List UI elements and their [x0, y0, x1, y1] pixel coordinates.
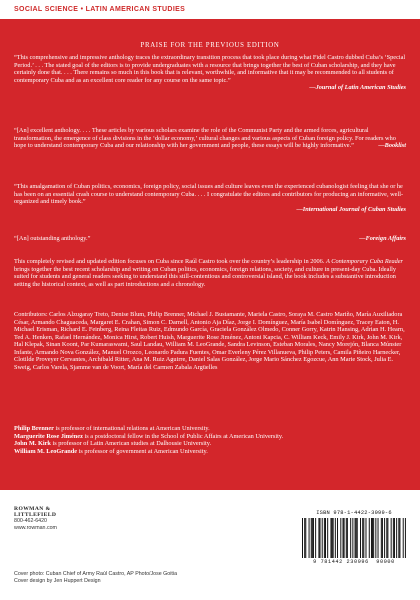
- bio-line: [14, 448, 406, 456]
- category-bar: [0, 0, 420, 19]
- barcode-bar: [384, 518, 385, 558]
- bio-text: is professor of government at American University.: [77, 448, 208, 456]
- barcode-bar: [371, 518, 372, 558]
- barcode-bar: [393, 518, 394, 558]
- barcode-bar: [357, 518, 358, 558]
- barcode-bar: [396, 518, 397, 558]
- contributors-list: Contributors: Carlos Alzugaray Treto, Denise Blum, Philip Brenner, Michael J. Bustamante, Mariela Castro, Soraya M. Castro Mariño, María Auxiliadora César, Armando Chaguaceda, Margaret E. Crahan, Simon C. Darnell, Antonio Aja Díaz, Jorge I. Domínguez, María Isabel Domínguez, Tracey Eaton, H. Michael Erisman, Richard E. Feinberg, Reina Fleitas Ruiz, Edmundo García, Graciela González Olmedo, Conner Gorry, Katrin Hansing, Adrian H. Hearn, Ted A. Henken, Rafael Hernández, Monica Hirst, Robert Huish, Marguerite Rose Jiménez, Antoni Kapcia, C. William Keck, Emily J. Kirk, John M. Kirk, Hal Klepak, Sinan Koont, Par Kumaraswami, Saul Landau, William M. LeoGrande, Sandra Levinson, Esteban Morales, Nancy Morejón, Blanca Múnster Infante, Armando Nova González, Manuel Orozco, Leonardo Padura Fuentes, Omar Everleny Pérez Villanueva, Philip Peters, Camila Piñeiro Harnecker, Clotilde Proveyer Cervantes, Archibald Ritter, Ana M. Ruiz Aguirre, Daniel Salas González, Jorge Mario Sánchez Egozcue, Ann Marie Stock, Julia E. Sweig, Carlos Varela, Sjamme van de Voort, María del Carmen Zabala Argüelles: [14, 311, 405, 371]
- barcode-bar: [333, 518, 334, 558]
- barcode-number: [302, 559, 406, 565]
- barcode-bar: [337, 518, 338, 558]
- barcode-bar: [381, 518, 382, 558]
- barcode-bar: [305, 518, 306, 558]
- barcode-bar: [360, 518, 361, 558]
- barcode-bar: [369, 518, 370, 558]
- bio-line: [14, 425, 406, 433]
- barcode-bar: [346, 518, 347, 558]
- quote-block: [14, 235, 406, 243]
- category-label: SOCIAL SCIENCE • LATIN AMERICAN STUDIES: [14, 6, 186, 13]
- book-description: [14, 258, 406, 288]
- barcode-bar: [403, 518, 404, 558]
- bio-line: [14, 440, 406, 448]
- bio-line: [14, 433, 406, 441]
- barcode-bar: [344, 518, 345, 558]
- description-text: This completely revised and updated edition focuses on Cuba since Raúl Castro took over the country’s leadership in 2006.: [14, 258, 326, 265]
- barcode-bar: [312, 518, 313, 558]
- editor-name: William M. LeoGrande: [14, 448, 78, 456]
- barcode-bar: [335, 518, 336, 558]
- quote-text: “This amalgamation of Cuban politics, economics, foreign policy, social issues and culture leaves even the experienced cubanologist feeling that she or he has been on an essential crash course to understand contemporary Cuba. . . . I congratulate the editors and contributors for producing an informative, well-organized and timely book.”: [14, 183, 404, 205]
- barcode-bar: [343, 518, 344, 558]
- barcode-bar: [391, 518, 392, 558]
- quote-block: [14, 54, 406, 92]
- quote-source: —Journal of Latin American Studies: [309, 84, 406, 91]
- barcode-area: [302, 510, 406, 568]
- barcode-bar: [325, 518, 326, 558]
- bio-text: is a postdoctoral fellow in the School of Public Affairs at American University.: [82, 432, 284, 440]
- barcode-bar: [352, 518, 353, 558]
- quote-block: [14, 183, 406, 213]
- book-title: A Contemporary Cuba Reader: [325, 258, 403, 265]
- barcode-bar: [355, 518, 356, 558]
- description-text: brings together the best recent scholarship and writing on Cuban politics, economics, foreign relations, society, and culture in present-day Cuba. Ideally suited for students and general readers seeking to understand this still-contentious and controversial island, the book includes a substantive introduction setting the historical context, as well as part introductions and a chronology.: [14, 265, 397, 288]
- barcode-bar: [309, 518, 310, 558]
- barcode-bar: [350, 518, 351, 558]
- publisher-logo: LITTLEFIELD: [14, 512, 57, 519]
- barcode-bar: [322, 518, 323, 558]
- quote-text: “[An] outstanding anthology.”: [14, 235, 91, 242]
- barcode-bar: [302, 518, 303, 558]
- barcode-bar: [386, 518, 387, 558]
- barcode-bar: [365, 518, 366, 558]
- publisher-website: www.rowman.com: [14, 524, 57, 531]
- cover-credits: [14, 571, 177, 584]
- barcode-bar: [304, 518, 305, 558]
- bio-text: is professor of international relations at American University.: [53, 425, 210, 432]
- quote-block: [14, 127, 406, 150]
- barcode-bar: [340, 518, 341, 558]
- barcode-bar: [398, 518, 399, 558]
- quote-text: “This comprehensive and impressive anthology traces the extraordinary transition process that took place during what Fidel Castro dubbed Cuba’s ‘Special Period.’ . . . The stated goal of the editors is to provide undergraduates with a resource that brings together the best of Cuban scholarship, and they have certainly done that. . . . There remains so much in this book that is relevant, worthwhile, and informative that it may be recommended to all students of contemporary Cuba and as an excellent core reader for any course on the same topic.”: [14, 54, 406, 84]
- photo-credit: Cover photo: Cuban Chief of Army Raúl Castro, AP Photo/Jose Goitia: [14, 571, 178, 577]
- quote-source: —Booklist: [378, 142, 406, 149]
- barcode-bar: [330, 518, 331, 558]
- publisher-logo: ROWMAN &: [14, 506, 51, 512]
- barcode-bar: [394, 518, 395, 558]
- barcode-bar: [332, 518, 333, 558]
- quote-source: —International Journal of Cuban Studies: [296, 205, 406, 213]
- barcode-bar: [372, 518, 373, 558]
- barcode-bar: [315, 518, 316, 558]
- editor-name: Marguerite Rose Jiménez: [14, 432, 83, 440]
- barcode-bar: [356, 518, 357, 558]
- barcode-bar: [363, 518, 364, 558]
- barcode-bar: [311, 518, 312, 558]
- quote-source: —Foreign Affairs: [359, 235, 406, 242]
- barcode-bar: [318, 518, 319, 558]
- barcode-bar: [327, 518, 328, 558]
- praise-heading: PRAISE FOR THE PREVIOUS EDITION: [140, 42, 280, 49]
- barcode-bar: [378, 518, 379, 558]
- publisher-info: [14, 506, 57, 531]
- quote-text: “[An] excellent anthology. . . . These articles by various scholars examine the role of the Communist Party and the armed forces, agricultural transformation, the emergence of class divisions in the ‘dollar economy,’ cultural changes and various aspects of Cuban foreign policy. For readers who hope to understand contemporary Cuba and our relationship with her government and people, these essays will be highly informative.”: [14, 127, 396, 149]
- barcode-bar: [313, 518, 314, 558]
- editor-name: John M. Kirk: [14, 440, 51, 448]
- barcode-bar: [375, 518, 376, 558]
- editor-name: Philip Brenner: [14, 425, 54, 432]
- barcode-bar: [405, 518, 406, 558]
- barcode-bar: [320, 518, 321, 558]
- publisher-phone: 800-462-6420: [14, 518, 47, 525]
- barcode-bar: [324, 518, 325, 558]
- barcode-bar: [382, 518, 383, 558]
- barcode-bar: [347, 518, 348, 558]
- barcode-bar: [399, 518, 400, 558]
- bio-text: is professor of Latin American studies at Dalhousie University.: [50, 440, 212, 448]
- editor-bios: [14, 425, 406, 456]
- design-credit: Cover design by Jen Huppert Design: [14, 577, 101, 584]
- barcode-bar: [387, 518, 388, 558]
- ean-digits: 9 781442 230996: [313, 559, 369, 565]
- barcode-icon: [302, 518, 406, 558]
- barcode-bar: [373, 518, 374, 558]
- barcode-bar: [362, 518, 363, 558]
- price-code: 90000: [376, 559, 395, 565]
- isbn-label: ISBN 978-1-4422-3099-6: [316, 510, 392, 516]
